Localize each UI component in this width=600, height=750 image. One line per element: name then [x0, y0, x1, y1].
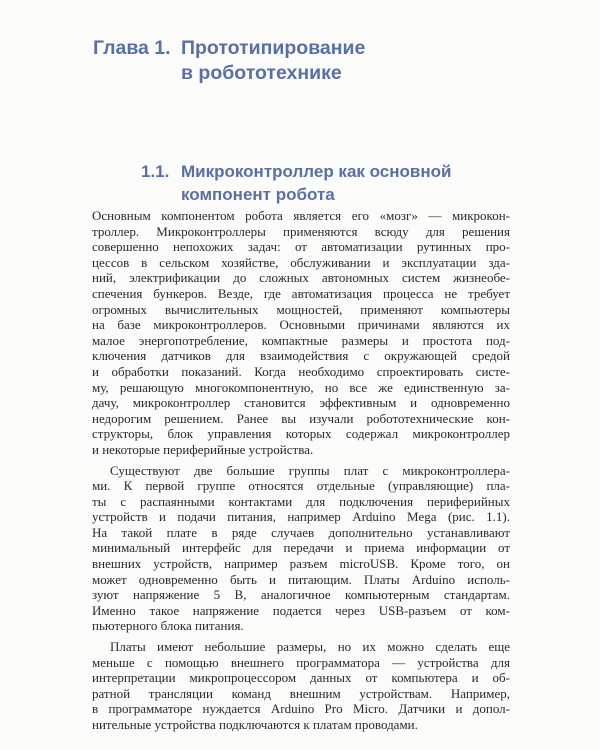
text-line: спечения бункеров. Везде, где автоматизация процесса не требует: [92, 285, 510, 301]
text-line: Платы имеют небольшие размеры, но их можно сделать еще: [110, 639, 510, 655]
text-line: совершенно непохожих задач: от автоматизации рутинных про-: [92, 239, 510, 255]
text-line: меньше с помощью внешнего программатора — устройства для: [92, 654, 510, 670]
section-number: 1.1.: [141, 162, 170, 181]
text-line: Основным компонентом робота является его «мозг» — микрокон-: [92, 208, 510, 223]
section-heading-line1: [141, 160, 541, 183]
text-line: ний, электрификации до сложных автономных систем жизнеобе-: [92, 270, 510, 286]
text-line: На такой плате в ряде случаев дополнительно устанавливают: [92, 524, 510, 540]
text-line: пьютерного блока питания.: [92, 618, 244, 634]
paragraph: [92, 463, 510, 635]
text-line: структоры, блок управления которых содержал микроконтроллер: [92, 426, 510, 442]
section-heading: [141, 160, 541, 206]
text-line: му, решающую многокомпонентную, но все же единственную за-: [92, 379, 510, 395]
text-line: ми. К первой группе относятся отдельные (управляющие) пла-: [92, 478, 510, 494]
text-line: устройств и подачи питания, например Arduino Mega (рис. 1.1).: [92, 509, 510, 525]
text-line: цессов в сельском хозяйстве, обслуживании и эксплуатации зда-: [92, 254, 510, 270]
text-line: внешних устройств, например разъем microUSB. Кроме того, он: [92, 556, 510, 572]
chapter-number: Глава 1.: [93, 37, 171, 59]
text-line: огромных вычислительных мощностей, применяют компьютеры: [92, 301, 510, 317]
text-line: ты с распаянными контактами для подключения периферийных: [92, 493, 510, 509]
chapter-heading: [93, 36, 493, 86]
paragraph: [92, 208, 510, 458]
section-title-line2: компонент робота: [181, 185, 335, 204]
text-line: может одновременно быть и питающим. Платы Arduino исполь-: [92, 571, 510, 587]
text-line: на базе микроконтроллеров. Основными причинами являются их: [92, 317, 510, 333]
body-text: [92, 208, 510, 733]
text-line: нительные устройства подключаются к платам проводами.: [92, 717, 418, 732]
chapter-title-line1: Прототипирование: [181, 37, 366, 59]
text-line: ратной трансляции команд внешним устройствам. Например,: [92, 685, 510, 701]
chapter-heading-line1: [93, 36, 493, 61]
paragraph: [92, 639, 510, 733]
text-line: зуют напряжение 5 В, аналогичное компьютерным стандартам.: [92, 587, 510, 603]
text-line: интерпретации микропроцессором данных от компьютера и об-: [92, 670, 510, 686]
text-line: минимальный интерфейс для передачи и приема информации от: [92, 540, 510, 556]
text-line: недорогим решением. Ранее вы изучали робототехнические кон-: [92, 410, 510, 426]
text-line: и некоторые периферийные устройства.: [92, 441, 314, 457]
text-line: троллер. Микроконтроллеры применяются всюду для решения: [92, 223, 510, 239]
chapter-title-line2: в робототехнике: [181, 62, 342, 84]
text-line: малое энергопотребление, компактные размеры и простота под-: [92, 332, 510, 348]
text-line: Существуют две большие группы плат с микроконтроллера-: [110, 462, 510, 478]
section-title-line1: Микроконтроллер как основной: [181, 162, 452, 181]
text-line: дачу, микроконтроллер становится эффективным и одновременно: [92, 395, 510, 411]
text-line: Именно такое напряжение подается через USB-разъем от ком-: [92, 602, 510, 618]
text-line: ключения датчиков для взаимодействия с окружающей средой: [92, 348, 510, 364]
text-line: и обработки показаний. Когда необходимо спроектировать систе-: [92, 363, 510, 379]
text-line: в программаторе нуждается Arduino Pro Micro. Датчики и допол-: [92, 701, 510, 717]
